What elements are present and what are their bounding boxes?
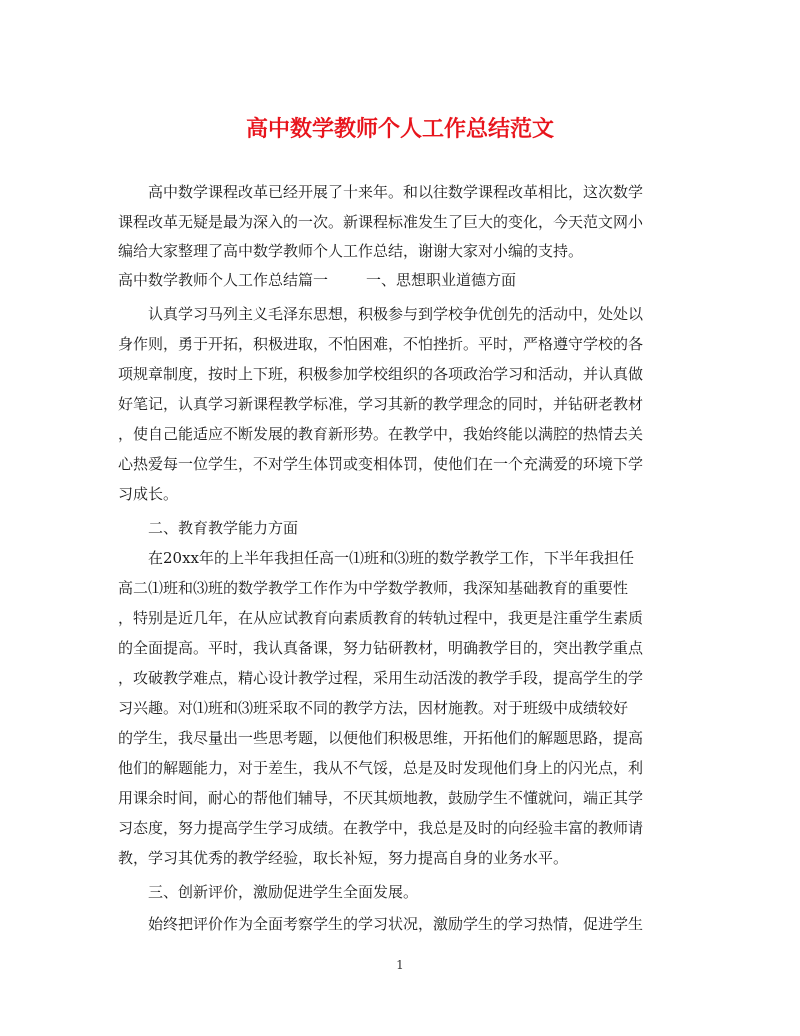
text-line: 在20xx年的上半年我担任高一⑴班和⑶班的数学教学工作，下半年我担任 xyxy=(148,549,635,567)
text-line: ，特别是近几年，在从应试教育向素质教育的转轨过程中，我更是注重学生素质 xyxy=(118,609,644,627)
text-line: 习态度，努力提高学生学习成绩。在教学中，我总是及时的向经验丰富的教师请 xyxy=(118,819,644,837)
text-line: 始终把评价作为全面考察学生的学习状况，激励学生的学习热情，促进学生 xyxy=(148,915,644,933)
text-line: ，攻破教学难点，精心设计教学过程，采用生动活泼的教学手段，提高学生的学 xyxy=(118,669,644,687)
text-line: ，使自己能适应不断发展的教育新形势。在教学中，我始终能以满腔的热情去关 xyxy=(118,425,644,443)
article-heading: 高中数学教师个人工作总结篇一 xyxy=(118,271,329,289)
text-line: 好笔记，认真学习新课程教学标准，学习其新的教学理念的同时，并钻研老教材 xyxy=(118,395,644,413)
document-title: 高中数学教师个人工作总结范文 xyxy=(245,116,554,142)
text-line: 的全面提高。平时，我认真备课，努力钻研教材，明确教学目的，突出教学重点 xyxy=(118,639,644,657)
section-heading: 三、创新评价，激励促进学生全面发展。 xyxy=(148,883,419,901)
text-line: 习成长。 xyxy=(118,485,179,503)
section-heading: 一、思想职业道德方面 xyxy=(366,271,517,289)
page-number: 1 xyxy=(396,958,404,972)
text-line: 心热爱每一位学生，不对学生体罚或变相体罚，使他们在一个充满爱的环境下学 xyxy=(118,455,644,473)
text-line: 认真学习马列主义毛泽东思想，积极参与到学校争优创先的活动中，处处以 xyxy=(148,305,644,323)
text-line: 高中数学课程改革已经开展了十来年。和以往数学课程改革相比，这次数学 xyxy=(148,183,644,201)
section-heading: 二、教育教学能力方面 xyxy=(148,519,299,537)
text-line: 的学生，我尽量出一些思考题，以便他们积极思维，开拓他们的解题思路，提高 xyxy=(118,729,644,747)
text-line: 习兴趣。对⑴班和⑶班采取不同的教学方法，因材施教。对于班级中成绩较好 xyxy=(118,699,629,717)
text-line: 教，学习其优秀的教学经验，取长补短，努力提高自身的业务水平。 xyxy=(118,849,569,867)
text-line: 身作则，勇于开拓，积极进取，不怕困难，不怕挫折。平时，严格遵守学校的各 xyxy=(118,335,644,353)
text-line: 用课余时间，耐心的帮他们辅导，不厌其烦地教，鼓励学生不懂就问，端正其学 xyxy=(118,789,644,807)
text-line: 高二⑴班和⑶班的数学教学工作作为中学数学教师，我深知基础教育的重要性 xyxy=(118,579,629,597)
text-line: 编给大家整理了高中数学教师个人工作总结，谢谢大家对小编的支持。 xyxy=(118,242,584,260)
text-line: 他们的解题能力，对于差生，我从不气馁，总是及时发现他们身上的闪光点，利 xyxy=(118,759,644,777)
text-line: 项规章制度，按时上下班，积极参加学校组织的各项政治学习和活动，并认真做 xyxy=(118,365,644,383)
section-header-row xyxy=(118,270,678,290)
text-line: 课程改革无疑是最为深入的一次。新课程标准发生了巨大的变化，今天范文网小 xyxy=(118,213,644,231)
